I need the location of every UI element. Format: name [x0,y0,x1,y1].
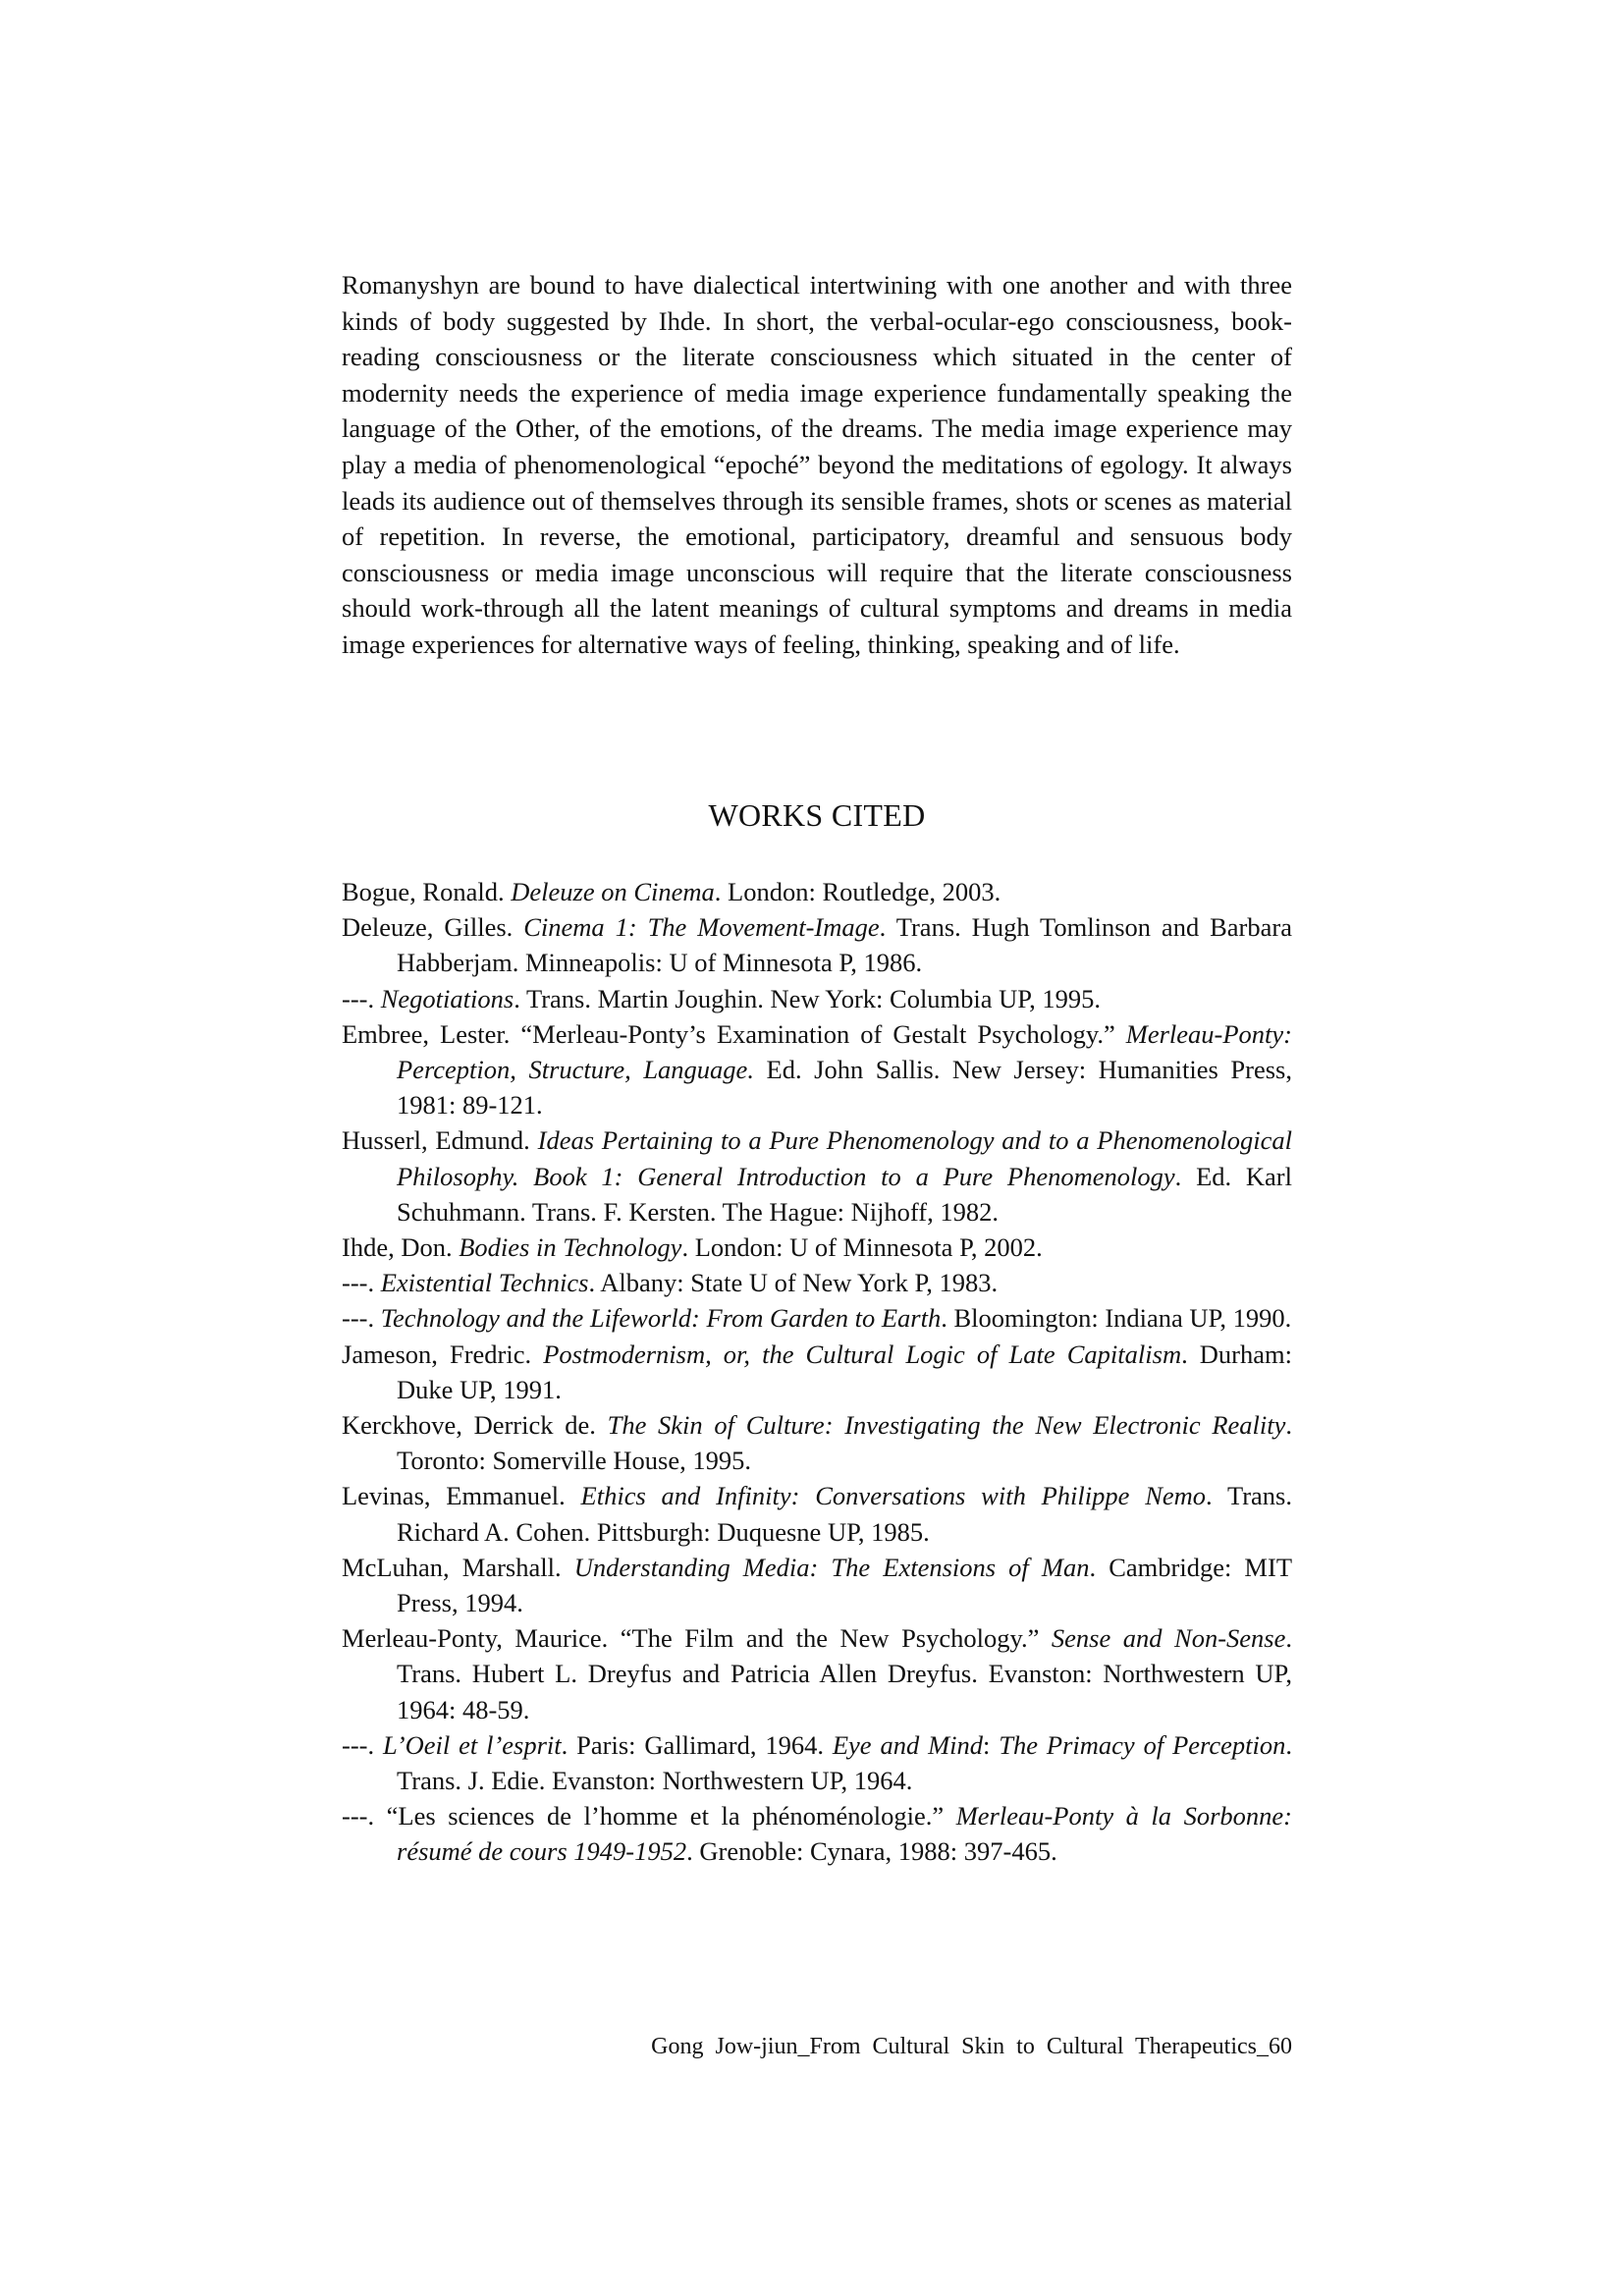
citation-title: The Skin of Culture: Investigating the New Electronic Reality [607,1410,1286,1441]
citation-entry [342,1122,1292,1230]
citation-title: L’Oeil et l’esprit [382,1729,562,1760]
citation-title: Existential Technics [380,1268,589,1298]
citation-text: ---. [342,1268,381,1298]
citation-entry [342,1798,1292,1869]
citation-text: . Durham: Duke UP, 1991. [397,1339,1292,1404]
citation-entry [342,1620,1292,1727]
citation-title: Postmodernism, or, the Cultural Logic of Late Capitalism [543,1339,1182,1369]
citation-title: Technology and the Lifeworld: From Garden to Earth [380,1303,942,1334]
citation-title: Deleuze on Cinema [511,877,715,906]
body-paragraph: Romanyshyn are bound to have dialectical intertwining with one another and with three kinds of body suggested by Ihde. In short, the verbal-ocular-ego consciousness, book-reading consciousness or the literate consciousness which situated in the center of modernity needs the experience of media image experience fundamentally speaking the language of the Other, of the emotions, of the dreams. The media image experience may play a media of phenomenological “epoché” beyond the meditations of egology. It always leads its audience out of themselves through its sensible frames, shots or scenes as material of repetition. In reverse, the emotional, participatory, dreamful and sensuous body consciousness or media image unconscious will require that the literate consciousness should work-through all the latent meanings of cultural symptoms and dreams in media image experiences for alternative ways of feeling, thinking, speaking and of life. [342,270,1292,659]
citation-text: McLuhan, Marshall. [342,1552,574,1582]
citation-title: Understanding Media: The Extensions of Man [573,1552,1090,1582]
citation-text: . London: U of Minnesota P, 2002. [681,1232,1043,1263]
citation-entry [342,1727,1292,1798]
citation-title: Negotiations [380,983,514,1013]
citation-text: Bogue, Ronald. [342,877,512,906]
citation-text: ---. [342,983,381,1013]
citation-entry [342,874,1292,909]
citation-text: . Ed. Karl Schuhmann. Trans. F. Kersten. The Hague: Nijhoff, 1982. [397,1161,1292,1227]
citation-title: Sense and Non-Sense [1051,1623,1286,1654]
citation-entry [342,981,1292,1016]
citation-entry [342,1550,1292,1620]
citation-title: Bodies in Technology [459,1232,682,1263]
citation-entry [342,1016,1292,1123]
citation-text: Levinas, Emmanuel. [342,1481,581,1511]
page-content [342,267,1293,1867]
citation-entry [342,909,1292,980]
citation-text: . Trans. Martin Joughin. New York: Columbia UP, 1995. [514,983,1101,1013]
citation-text: ---. [342,1303,381,1334]
citation-text: Merleau-Ponty, Maurice. “The Film and the New Psychology.” [342,1623,1052,1654]
citation-title: Ideas Pertaining to a Pure Phenomenology and to a Phenomenological Philosophy. Book 1: General Introduction to a Pure Phenomenology [397,1125,1292,1191]
citation-text: Husserl, Edmund. [342,1125,538,1156]
citation-title: Cinema 1: The Movement-Image [523,912,880,943]
citation-text: Deleuze, Gilles. [342,912,524,943]
citation-title: Eye and Mind [832,1729,984,1760]
citation-text: . Toronto: Somerville House, 1995. [397,1410,1292,1476]
citation-entry [342,1265,1292,1300]
citation-title: The Primacy of Perception [999,1729,1286,1760]
citation-text: . Paris: Gallimard, 1964. [561,1729,833,1760]
citation-entry [342,1300,1292,1336]
citation-text: Jameson, Fredric. [342,1339,544,1369]
citation-text: . Trans. Richard A. Cohen. Pittsburgh: Duquesne UP, 1985. [397,1481,1292,1547]
citation-title: Ethics and Infinity: Conversations with Philippe Nemo [580,1481,1207,1511]
citation-text: Kerckhove, Derrick de. [342,1410,608,1441]
citation-text: ---. “Les sciences de l’homme et la phénoménologie.” [342,1801,956,1831]
works-cited-list [342,874,1292,1870]
citation-text: . Grenoble: Cynara, 1988: 397-465. [686,1836,1057,1867]
citation-text: ---. [342,1729,383,1760]
citation-entry [342,1230,1292,1265]
citation-text: . London: Routledge, 2003. [714,877,1001,906]
running-footer: Gong Jow-jiun_From Cultural Skin to Cultural Therapeutics_60 [651,2034,1292,2059]
works-cited-heading: WORKS CITED [708,797,926,833]
citation-text: . Trans. Hubert L. Dreyfus and Patricia Allen Dreyfus. Evanston: Northwestern UP, 1964: 48-59. [397,1623,1292,1724]
citation-entry [342,1407,1292,1478]
citation-text: : [983,1729,1000,1760]
citation-entry [342,1478,1292,1549]
citation-text: . Bloomington: Indiana UP, 1990. [941,1303,1292,1334]
citation-text: . Albany: State U of New York P, 1983. [588,1268,999,1298]
citation-text: Ihde, Don. [342,1232,460,1263]
citation-text: Embree, Lester. “Merleau-Ponty’s Examination of Gestalt Psychology.” [342,1018,1126,1049]
citation-text: . Trans. Hugh Tomlinson and Barbara Habberjam. Minneapolis: U of Minnesota P, 1986. [397,912,1292,978]
citation-text: Ed. John Sallis. New Jersey: Humanities Press, 1981: 89-121. [397,1055,1292,1121]
citation-title: Merleau-Ponty à la Sorbonne: résumé de cours 1949-1952 [397,1801,1292,1867]
citation-entry [342,1337,1292,1407]
citation-title: Merleau-Ponty: Perception, Structure, Language. [397,1018,1292,1085]
citation-text: . Trans. J. Edie. Evanston: Northwestern UP, 1964. [397,1729,1292,1796]
citation-text: . Cambridge: MIT Press, 1994. [397,1552,1293,1618]
